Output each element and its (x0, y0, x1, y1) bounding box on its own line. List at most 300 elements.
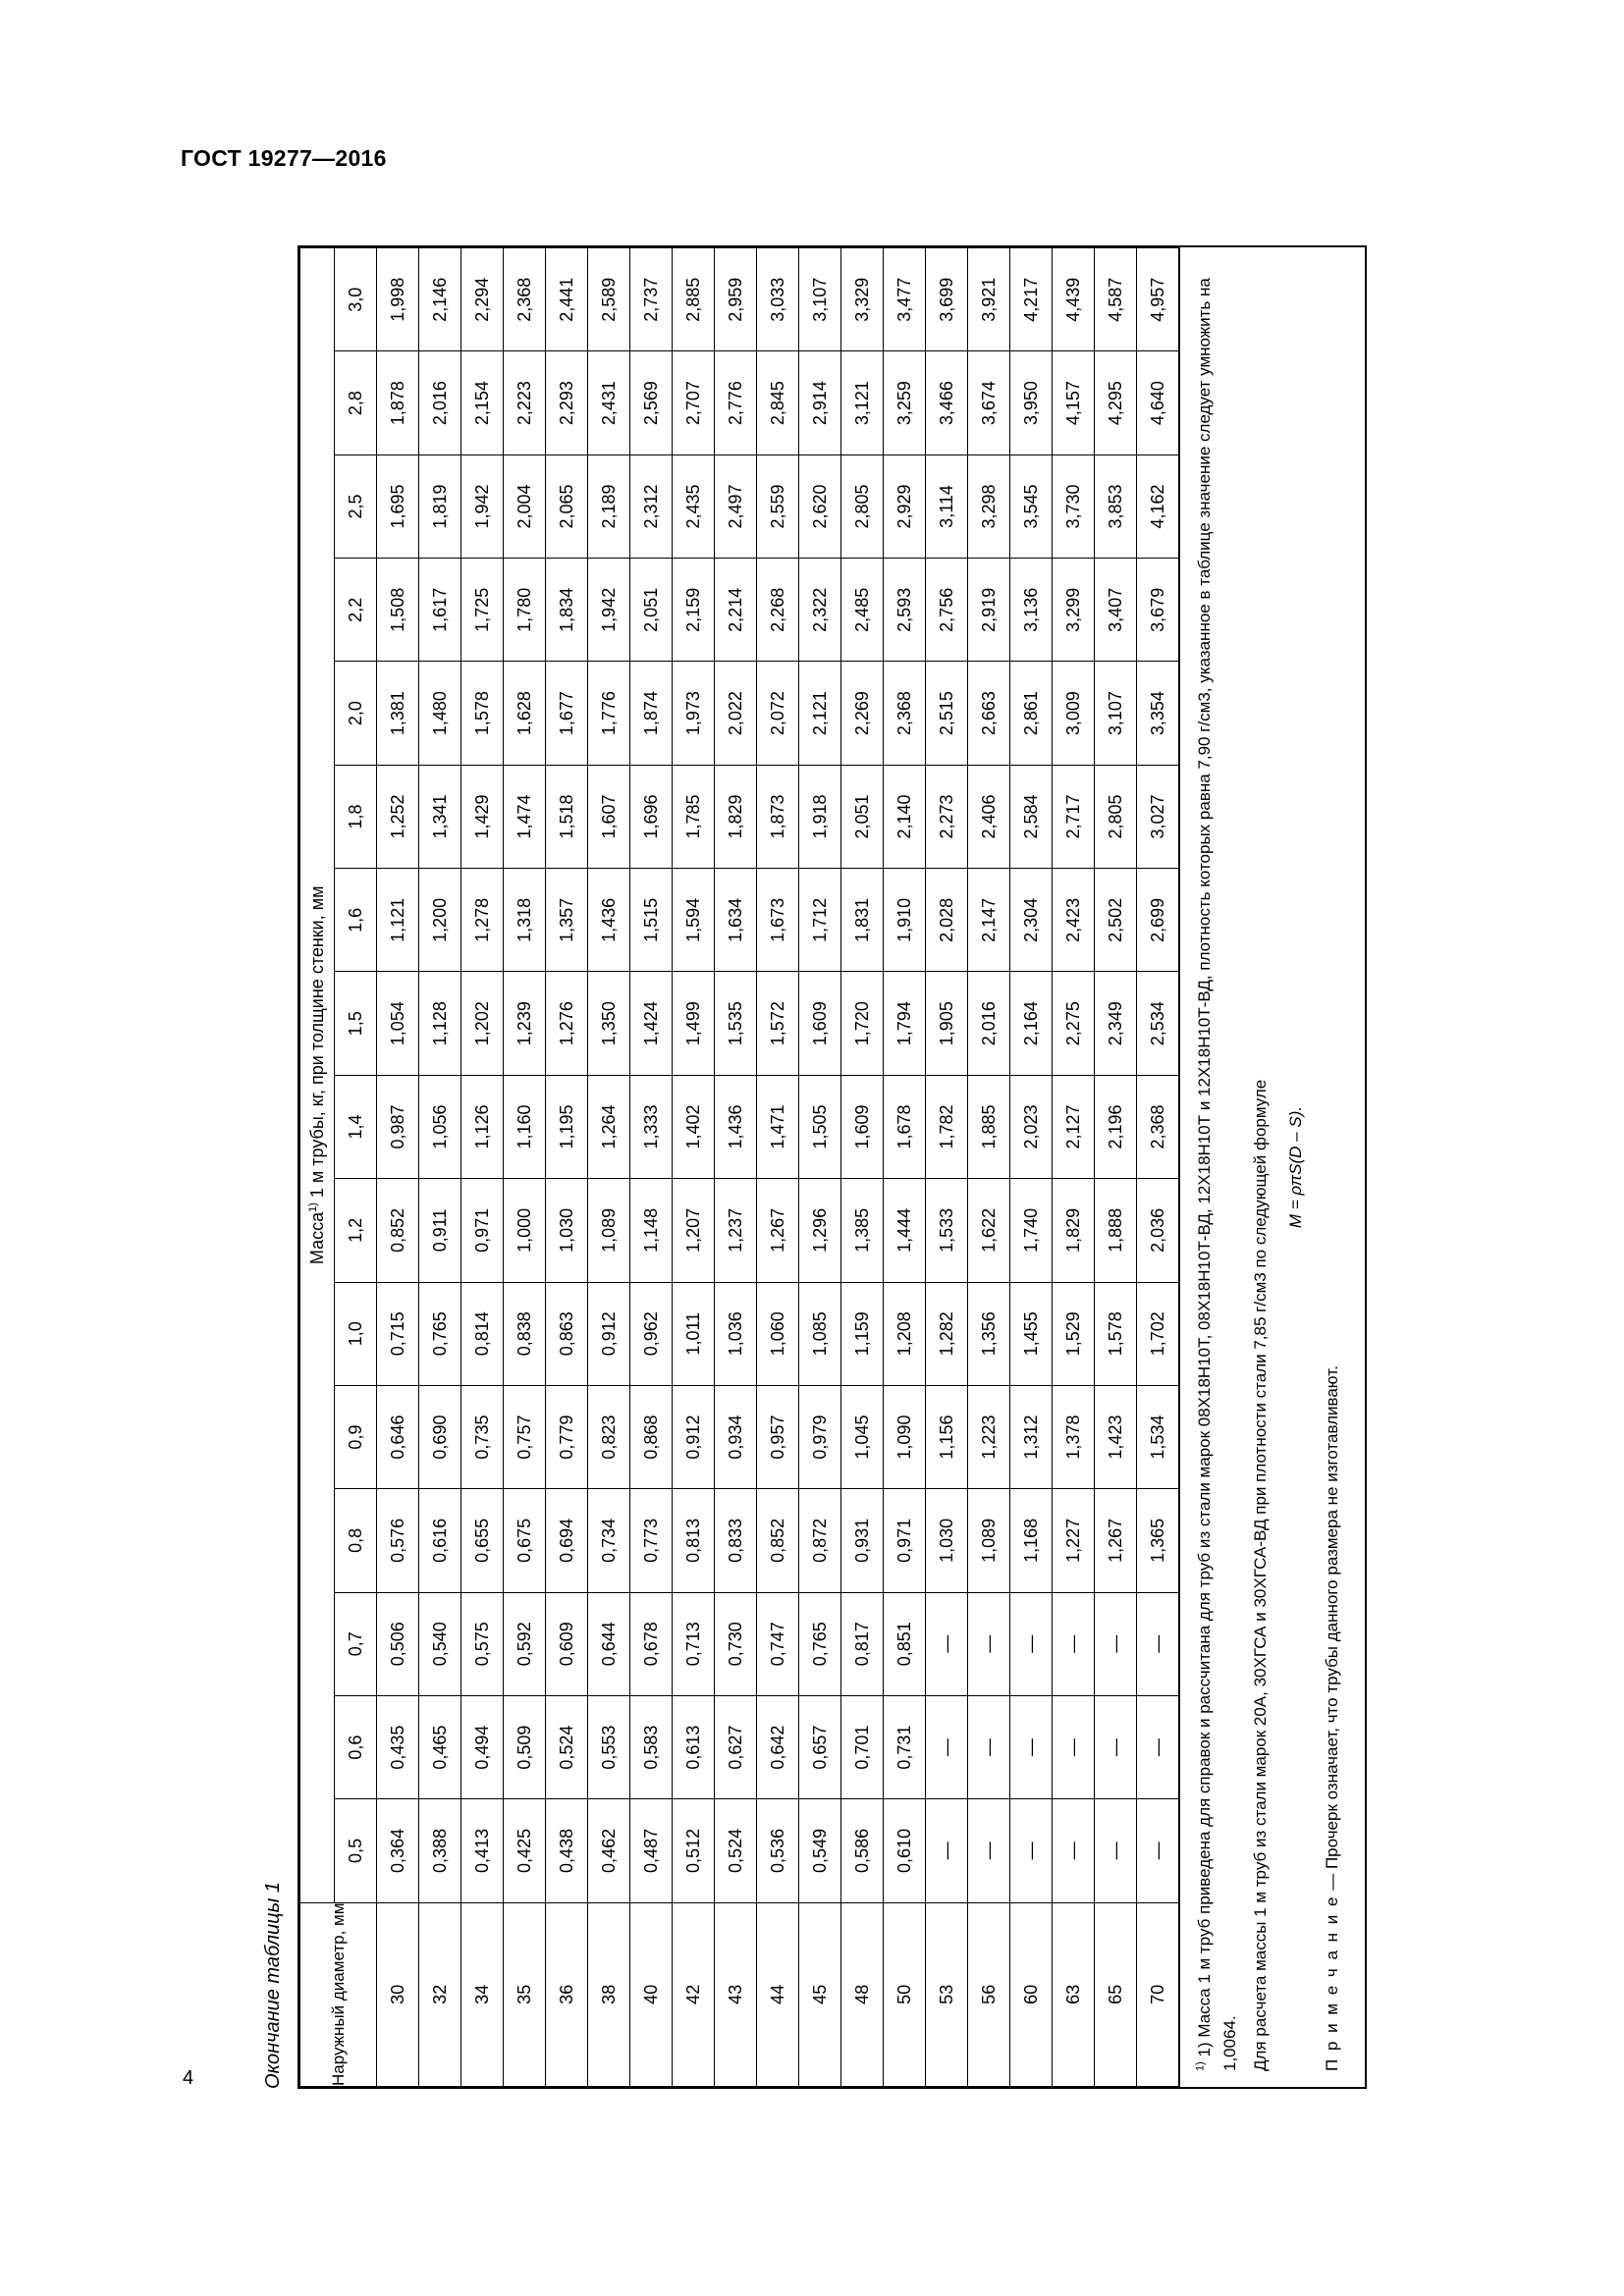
cell-mass: 1,609 (841, 1075, 884, 1178)
cell-mass: 4,439 (1053, 247, 1095, 350)
cell-mass: 2,127 (1053, 1075, 1095, 1178)
cell-mass: 4,957 (1137, 247, 1179, 350)
cell-mass: 1,942 (588, 558, 630, 661)
cell-mass: 1,030 (546, 1178, 588, 1281)
formula: M = ρπS(D – S). (1285, 1105, 1305, 1228)
cell-mass: 3,259 (884, 350, 926, 454)
cell-mass: 1,973 (673, 661, 715, 764)
cell-mass: 1,128 (419, 972, 461, 1075)
cell-mass: 2,620 (799, 454, 841, 558)
cell-mass: 1,357 (546, 868, 588, 971)
cell-mass: 0,575 (461, 1592, 504, 1695)
cell-mass: 2,593 (884, 558, 926, 661)
note-label: П р и м е ч а н и е (1323, 1895, 1341, 2071)
cell-mass: 2,497 (715, 454, 757, 558)
table-row (1137, 247, 1179, 2086)
cell-mass: 2,273 (926, 765, 968, 868)
table-row (461, 247, 504, 2086)
table-row (504, 247, 546, 2086)
cell-mass: 1,942 (461, 454, 504, 558)
cell-mass: 0,851 (884, 1592, 926, 1695)
cell-mass: 1,518 (546, 765, 588, 868)
cell-mass: 0,642 (757, 1695, 799, 1798)
standard-number: ГОСТ 19277—2016 (181, 145, 387, 171)
header-thickness-11: 2,0 (335, 661, 377, 764)
cell-mass: 1,834 (546, 558, 588, 661)
cell-mass: 0,747 (757, 1592, 799, 1695)
cell-mass: 0,713 (673, 1592, 715, 1695)
cell-mass: 3,679 (1137, 558, 1179, 661)
table-row (673, 247, 715, 2086)
cell-mass: 0,852 (377, 1178, 419, 1281)
cell-mass: 1,000 (504, 1178, 546, 1281)
cell-mass: 2,423 (1053, 868, 1095, 971)
cell-mass: 0,553 (588, 1695, 630, 1798)
table-row (419, 247, 461, 2086)
cell-mass: 1,318 (504, 868, 546, 971)
cell-mass: 1,333 (630, 1075, 673, 1178)
table-body (377, 247, 1179, 2086)
table-row (630, 247, 673, 2086)
cell-mass: 2,406 (968, 765, 1010, 868)
cell-mass: 1,126 (461, 1075, 504, 1178)
cell-mass: 0,868 (630, 1385, 673, 1488)
cell-mass: 2,569 (630, 350, 673, 454)
cell-mass: 2,349 (1095, 972, 1137, 1075)
cell-mass: 0,911 (419, 1178, 461, 1281)
footnote-1: $^{1)}$ 1) Масса 1 м труб приведена для справок и рассчитана для труб из стали марок 08Х18Н10Т, 08Х18Н10Т-ВД, 12Х18Н10Т и 12Х18Н10Т-ВД, плотность которых равна 7,90 г/см3, указанное в таблице значение следует умножить на 1,0064. (1194, 277, 1239, 2071)
header-thickness-5: 1,0 (335, 1282, 377, 1385)
cell-mass: 0,735 (461, 1385, 504, 1488)
cell-mass: 0,731 (884, 1695, 926, 1798)
cell-mass: 2,805 (1095, 765, 1137, 868)
cell-mass: 1,085 (799, 1282, 841, 1385)
cell-mass: 1,089 (968, 1488, 1010, 1591)
cell-mass: 1,030 (926, 1488, 968, 1591)
cell-mass: 0,979 (799, 1385, 841, 1488)
cell-mass: — (1137, 1798, 1179, 1901)
cell-mass: 1,515 (630, 868, 673, 971)
cell-mass: 1,534 (1137, 1385, 1179, 1488)
cell-mass: — (1095, 1695, 1137, 1798)
cell-diameter: 53 (926, 1902, 968, 2086)
header-thickness-15: 3,0 (335, 247, 377, 350)
cell-mass: 1,202 (461, 972, 504, 1075)
cell-mass: 1,878 (377, 350, 419, 454)
cell-mass: 0,462 (588, 1798, 630, 1901)
cell-diameter: 50 (884, 1902, 926, 2086)
cell-mass: 3,136 (1010, 558, 1053, 661)
cell-mass: 0,592 (504, 1592, 546, 1695)
cell-mass: — (926, 1592, 968, 1695)
cell-mass: 0,817 (841, 1592, 884, 1695)
cell-mass: 4,157 (1053, 350, 1095, 454)
cell-mass: 1,677 (546, 661, 588, 764)
cell-mass: 2,584 (1010, 765, 1053, 868)
cell-mass: 0,957 (757, 1385, 799, 1488)
cell-mass: 2,189 (588, 454, 630, 558)
cell-mass: 2,717 (1053, 765, 1095, 868)
cell-mass: 0,610 (884, 1798, 926, 1901)
table-caption: Окончание таблицы 1 (262, 1881, 284, 2089)
cell-mass: 2,275 (1053, 972, 1095, 1075)
note-line (1320, 263, 1345, 2071)
cell-diameter: 56 (968, 1902, 1010, 2086)
cell-mass: 2,663 (968, 661, 1010, 764)
cell-mass: 1,207 (673, 1178, 715, 1281)
cell-mass: 1,888 (1095, 1178, 1137, 1281)
cell-mass: 0,536 (757, 1798, 799, 1901)
cell-mass: 2,269 (841, 661, 884, 764)
cell-mass: 1,267 (757, 1178, 799, 1281)
table-row (715, 247, 757, 2086)
cell-mass: 0,494 (461, 1695, 504, 1798)
cell-mass: 2,368 (1137, 1075, 1179, 1178)
cell-mass: 3,730 (1053, 454, 1095, 558)
cell-mass: 1,720 (841, 972, 884, 1075)
cell-mass: 1,505 (799, 1075, 841, 1178)
cell-mass: 2,322 (799, 558, 841, 661)
cell-mass: 0,509 (504, 1695, 546, 1798)
cell-mass: — (968, 1695, 1010, 1798)
cell-mass: 1,436 (588, 868, 630, 971)
cell-mass: 0,779 (546, 1385, 588, 1488)
cell-mass: 2,845 (757, 350, 799, 454)
cell-mass: 1,090 (884, 1385, 926, 1488)
cell-mass: 4,217 (1010, 247, 1053, 350)
cell-mass: 0,609 (546, 1592, 588, 1695)
cell-mass: 1,998 (377, 247, 419, 350)
cell-mass: — (1053, 1695, 1095, 1798)
cell-mass: 3,466 (926, 350, 968, 454)
cell-mass: 2,051 (841, 765, 884, 868)
header-thickness-1: 0,6 (335, 1695, 377, 1798)
cell-mass: 4,295 (1095, 350, 1137, 454)
table-row (841, 247, 884, 2086)
header-thickness-3: 0,8 (335, 1488, 377, 1591)
cell-mass: 1,160 (504, 1075, 546, 1178)
cell-mass: 2,294 (461, 247, 504, 350)
cell-mass: 1,223 (968, 1385, 1010, 1488)
cell-mass: 2,312 (630, 454, 673, 558)
cell-mass: 1,436 (715, 1075, 757, 1178)
cell-diameter: 44 (757, 1902, 799, 2086)
cell-mass: 0,524 (546, 1695, 588, 1798)
cell-mass: 2,146 (419, 247, 461, 350)
cell-mass: 2,023 (1010, 1075, 1053, 1178)
cell-mass: 0,872 (799, 1488, 841, 1591)
cell-mass: 4,587 (1095, 247, 1137, 350)
mass-table (299, 247, 1179, 2087)
table-row (968, 247, 1010, 2086)
header-thickness-12: 2,2 (335, 558, 377, 661)
cell-mass: 1,819 (419, 454, 461, 558)
cell-mass: 1,227 (1053, 1488, 1095, 1591)
cell-mass: 1,424 (630, 972, 673, 1075)
cell-mass: 0,364 (377, 1798, 419, 1901)
cell-mass: 3,699 (926, 247, 968, 350)
cell-mass: 2,699 (1137, 868, 1179, 971)
cell-mass: 2,929 (884, 454, 926, 558)
cell-mass: 0,694 (546, 1488, 588, 1591)
table-row (588, 247, 630, 2086)
cell-mass: — (968, 1592, 1010, 1695)
cell-mass: 1,264 (588, 1075, 630, 1178)
cell-mass: 2,072 (757, 661, 799, 764)
header-thickness-row (335, 247, 377, 2086)
cell-mass: 2,435 (673, 454, 715, 558)
header-thickness-4: 0,9 (335, 1385, 377, 1488)
cell-mass: 0,734 (588, 1488, 630, 1591)
header-outer-diameter: Наружный диаметр, мм (300, 1902, 377, 2086)
cell-diameter: 45 (799, 1902, 841, 2086)
cell-mass: — (1137, 1695, 1179, 1798)
cell-mass: 2,016 (419, 350, 461, 454)
cell-mass: 0,675 (504, 1488, 546, 1591)
cell-mass: 0,540 (419, 1592, 461, 1695)
cell-mass: 0,765 (419, 1282, 461, 1385)
cell-mass: 2,051 (630, 558, 673, 661)
cell-mass: 1,740 (1010, 1178, 1053, 1281)
cell-mass: 2,756 (926, 558, 968, 661)
cell-mass: 1,121 (377, 868, 419, 971)
cell-mass: 1,054 (377, 972, 419, 1075)
table-row (757, 247, 799, 2086)
cell-mass: 1,578 (461, 661, 504, 764)
cell-mass: 0,524 (715, 1798, 757, 1901)
cell-mass: 1,829 (1053, 1178, 1095, 1281)
cell-diameter: 30 (377, 1902, 419, 2086)
footnote-1-text: 1) Масса 1 м труб приведена для справок и рассчитана для труб из стали марок 08Х18Н10Т, 08Х18Н10Т-ВД, 12Х18Н10Т и 12Х18Н10Т-ВД, плотность которых равна 7,90 г/см3, указанное в таблице значение следует умножить на 1,0064. (1195, 277, 1239, 2071)
cell-mass: 0,583 (630, 1695, 673, 1798)
cell-mass: 2,441 (546, 247, 588, 350)
cell-mass: 0,823 (588, 1385, 630, 1488)
cell-mass: 3,009 (1053, 661, 1095, 764)
cell-mass: 1,159 (841, 1282, 884, 1385)
cell-mass: 1,607 (588, 765, 630, 868)
cell-mass: 1,609 (799, 972, 841, 1075)
cell-mass: 3,545 (1010, 454, 1053, 558)
cell-mass: 1,678 (884, 1075, 926, 1178)
cell-mass: 1,634 (715, 868, 757, 971)
cell-mass: — (1095, 1592, 1137, 1695)
cell-mass: — (926, 1695, 968, 1798)
cell-mass: 1,617 (419, 558, 461, 661)
cell-mass: 1,782 (926, 1075, 968, 1178)
cell-diameter: 38 (588, 1902, 630, 2086)
cell-mass: 1,673 (757, 868, 799, 971)
cell-mass: 1,628 (504, 661, 546, 764)
cell-mass: — (968, 1798, 1010, 1901)
cell-mass: 1,508 (377, 558, 419, 661)
cell-mass: 0,586 (841, 1798, 884, 1901)
cell-mass: 2,016 (968, 972, 1010, 1075)
cell-mass: 1,423 (1095, 1385, 1137, 1488)
cell-mass: 1,195 (546, 1075, 588, 1178)
cell-mass: 3,674 (968, 350, 1010, 454)
note-text: — Прочерк означает, что трубы данного размера не изготавливают. (1323, 1364, 1341, 1891)
cell-mass: 1,148 (630, 1178, 673, 1281)
cell-mass: 0,987 (377, 1075, 419, 1178)
cell-mass: 1,036 (715, 1282, 757, 1385)
header-thickness-13: 2,5 (335, 454, 377, 558)
cell-mass: 1,695 (377, 454, 419, 558)
cell-mass: 2,776 (715, 350, 757, 454)
table-row (1053, 247, 1095, 2086)
cell-mass: 1,529 (1053, 1282, 1095, 1385)
table-notes (1179, 247, 1365, 2087)
table-row (1095, 247, 1137, 2086)
cell-mass: 0,852 (757, 1488, 799, 1591)
cell-mass: 0,576 (377, 1488, 419, 1591)
cell-mass: 0,644 (588, 1592, 630, 1695)
cell-diameter: 36 (546, 1902, 588, 2086)
cell-mass: 3,921 (968, 247, 1010, 350)
cell-mass: 1,378 (1053, 1385, 1095, 1488)
cell-mass: 1,089 (588, 1178, 630, 1281)
cell-mass: 3,033 (757, 247, 799, 350)
cell-mass: — (1095, 1798, 1137, 1901)
cell-mass: 0,487 (630, 1798, 673, 1901)
cell-mass: 3,299 (1053, 558, 1095, 661)
cell-mass: 1,444 (884, 1178, 926, 1281)
cell-mass: 2,861 (1010, 661, 1053, 764)
cell-mass: 2,147 (968, 868, 1010, 971)
cell-diameter: 42 (673, 1902, 715, 2086)
cell-mass: 1,156 (926, 1385, 968, 1488)
calc-line: Для расчета массы 1 м труб из стали марок 20А, 30ХГСА и 30ХГСА-ВД при плотности стали 7,85 г/см3 по следующей формуле (1251, 1079, 1270, 2071)
cell-mass: 2,196 (1095, 1075, 1137, 1178)
cell-mass: 0,773 (630, 1488, 673, 1591)
table-row (1010, 247, 1053, 2086)
cell-mass: 1,350 (588, 972, 630, 1075)
cell-mass: 0,655 (461, 1488, 504, 1591)
cell-mass: 1,385 (841, 1178, 884, 1281)
cell-mass: 2,919 (968, 558, 1010, 661)
cell-mass: 2,534 (1137, 972, 1179, 1075)
cell-mass: 0,912 (588, 1282, 630, 1385)
cell-mass: 2,036 (1137, 1178, 1179, 1281)
cell-mass: 0,438 (546, 1798, 588, 1901)
cell-mass: 1,696 (630, 765, 673, 868)
cell-diameter: 48 (841, 1902, 884, 2086)
cell-mass: 2,959 (715, 247, 757, 350)
table-row (546, 247, 588, 2086)
cell-mass: — (1010, 1592, 1053, 1695)
cell-mass: — (1010, 1695, 1053, 1798)
cell-mass: 2,022 (715, 661, 757, 764)
cell-mass: 3,107 (799, 247, 841, 350)
cell-mass: 1,208 (884, 1282, 926, 1385)
cell-mass: 2,368 (884, 661, 926, 764)
cell-mass: 3,107 (1095, 661, 1137, 764)
cell-mass: 4,162 (1137, 454, 1179, 558)
cell-mass: 2,304 (1010, 868, 1053, 971)
cell-mass: 1,056 (419, 1075, 461, 1178)
cell-mass: 1,910 (884, 868, 926, 971)
cell-mass: 1,381 (377, 661, 419, 764)
header-thickness-9: 1,6 (335, 868, 377, 971)
table-container (298, 245, 1367, 2089)
cell-mass: — (1010, 1798, 1053, 1901)
cell-mass: 1,267 (1095, 1488, 1137, 1591)
cell-mass: 2,805 (841, 454, 884, 558)
cell-mass: 1,474 (504, 765, 546, 868)
cell-mass: 2,914 (799, 350, 841, 454)
cell-mass: 0,627 (715, 1695, 757, 1798)
cell-mass: 3,329 (841, 247, 884, 350)
cell-mass: 0,646 (377, 1385, 419, 1488)
cell-mass: 1,480 (419, 661, 461, 764)
cell-mass: 2,502 (1095, 868, 1137, 971)
cell-mass: 2,485 (841, 558, 884, 661)
cell-mass: 0,931 (841, 1488, 884, 1591)
cell-mass: 1,011 (673, 1282, 715, 1385)
cell-mass: 1,455 (1010, 1282, 1053, 1385)
header-thickness-0: 0,5 (335, 1798, 377, 1901)
cell-mass: 1,918 (799, 765, 841, 868)
cell-diameter: 63 (1053, 1902, 1095, 2086)
cell-mass: 2,140 (884, 765, 926, 868)
cell-mass: 1,168 (1010, 1488, 1053, 1591)
cell-mass: 2,431 (588, 350, 630, 454)
cell-mass: 2,223 (504, 350, 546, 454)
cell-mass: 4,640 (1137, 350, 1179, 454)
cell-mass: 2,214 (715, 558, 757, 661)
cell-mass: 0,863 (546, 1282, 588, 1385)
cell-mass: 2,559 (757, 454, 799, 558)
cell-mass: 2,164 (1010, 972, 1053, 1075)
cell-diameter: 32 (419, 1902, 461, 2086)
cell-mass: 0,616 (419, 1488, 461, 1591)
cell-mass: 1,341 (419, 765, 461, 868)
table-row (884, 247, 926, 2086)
cell-mass: 1,712 (799, 868, 841, 971)
cell-mass: 2,707 (673, 350, 715, 454)
cell-mass: — (1137, 1592, 1179, 1695)
table-row (926, 247, 968, 2086)
cell-mass: 0,833 (715, 1488, 757, 1591)
cell-mass: 1,885 (968, 1075, 1010, 1178)
cell-mass: 3,407 (1095, 558, 1137, 661)
cell-diameter: 65 (1095, 1902, 1137, 2086)
cell-mass: 0,814 (461, 1282, 504, 1385)
cell-mass: 1,776 (588, 661, 630, 764)
cell-diameter: 43 (715, 1902, 757, 2086)
cell-mass: 3,853 (1095, 454, 1137, 558)
header-mass-span (300, 247, 335, 1902)
cell-mass: 0,912 (673, 1385, 715, 1488)
cell-mass: 1,365 (1137, 1488, 1179, 1591)
cell-mass: 2,121 (799, 661, 841, 764)
cell-mass: 1,060 (757, 1282, 799, 1385)
cell-mass: 2,885 (673, 247, 715, 350)
cell-mass: 1,499 (673, 972, 715, 1075)
cell-mass: 1,312 (1010, 1385, 1053, 1488)
header-thickness-2: 0,7 (335, 1592, 377, 1695)
cell-mass: 2,589 (588, 247, 630, 350)
cell-mass: 1,252 (377, 765, 419, 868)
cell-mass: 2,368 (504, 247, 546, 350)
cell-mass: 1,045 (841, 1385, 884, 1488)
cell-mass: 0,549 (799, 1798, 841, 1901)
cell-mass: 2,154 (461, 350, 504, 454)
cell-mass: 0,813 (673, 1488, 715, 1591)
cell-mass: — (1053, 1798, 1095, 1901)
cell-mass: 2,004 (504, 454, 546, 558)
cell-mass: 0,690 (419, 1385, 461, 1488)
cell-mass: 1,572 (757, 972, 799, 1075)
